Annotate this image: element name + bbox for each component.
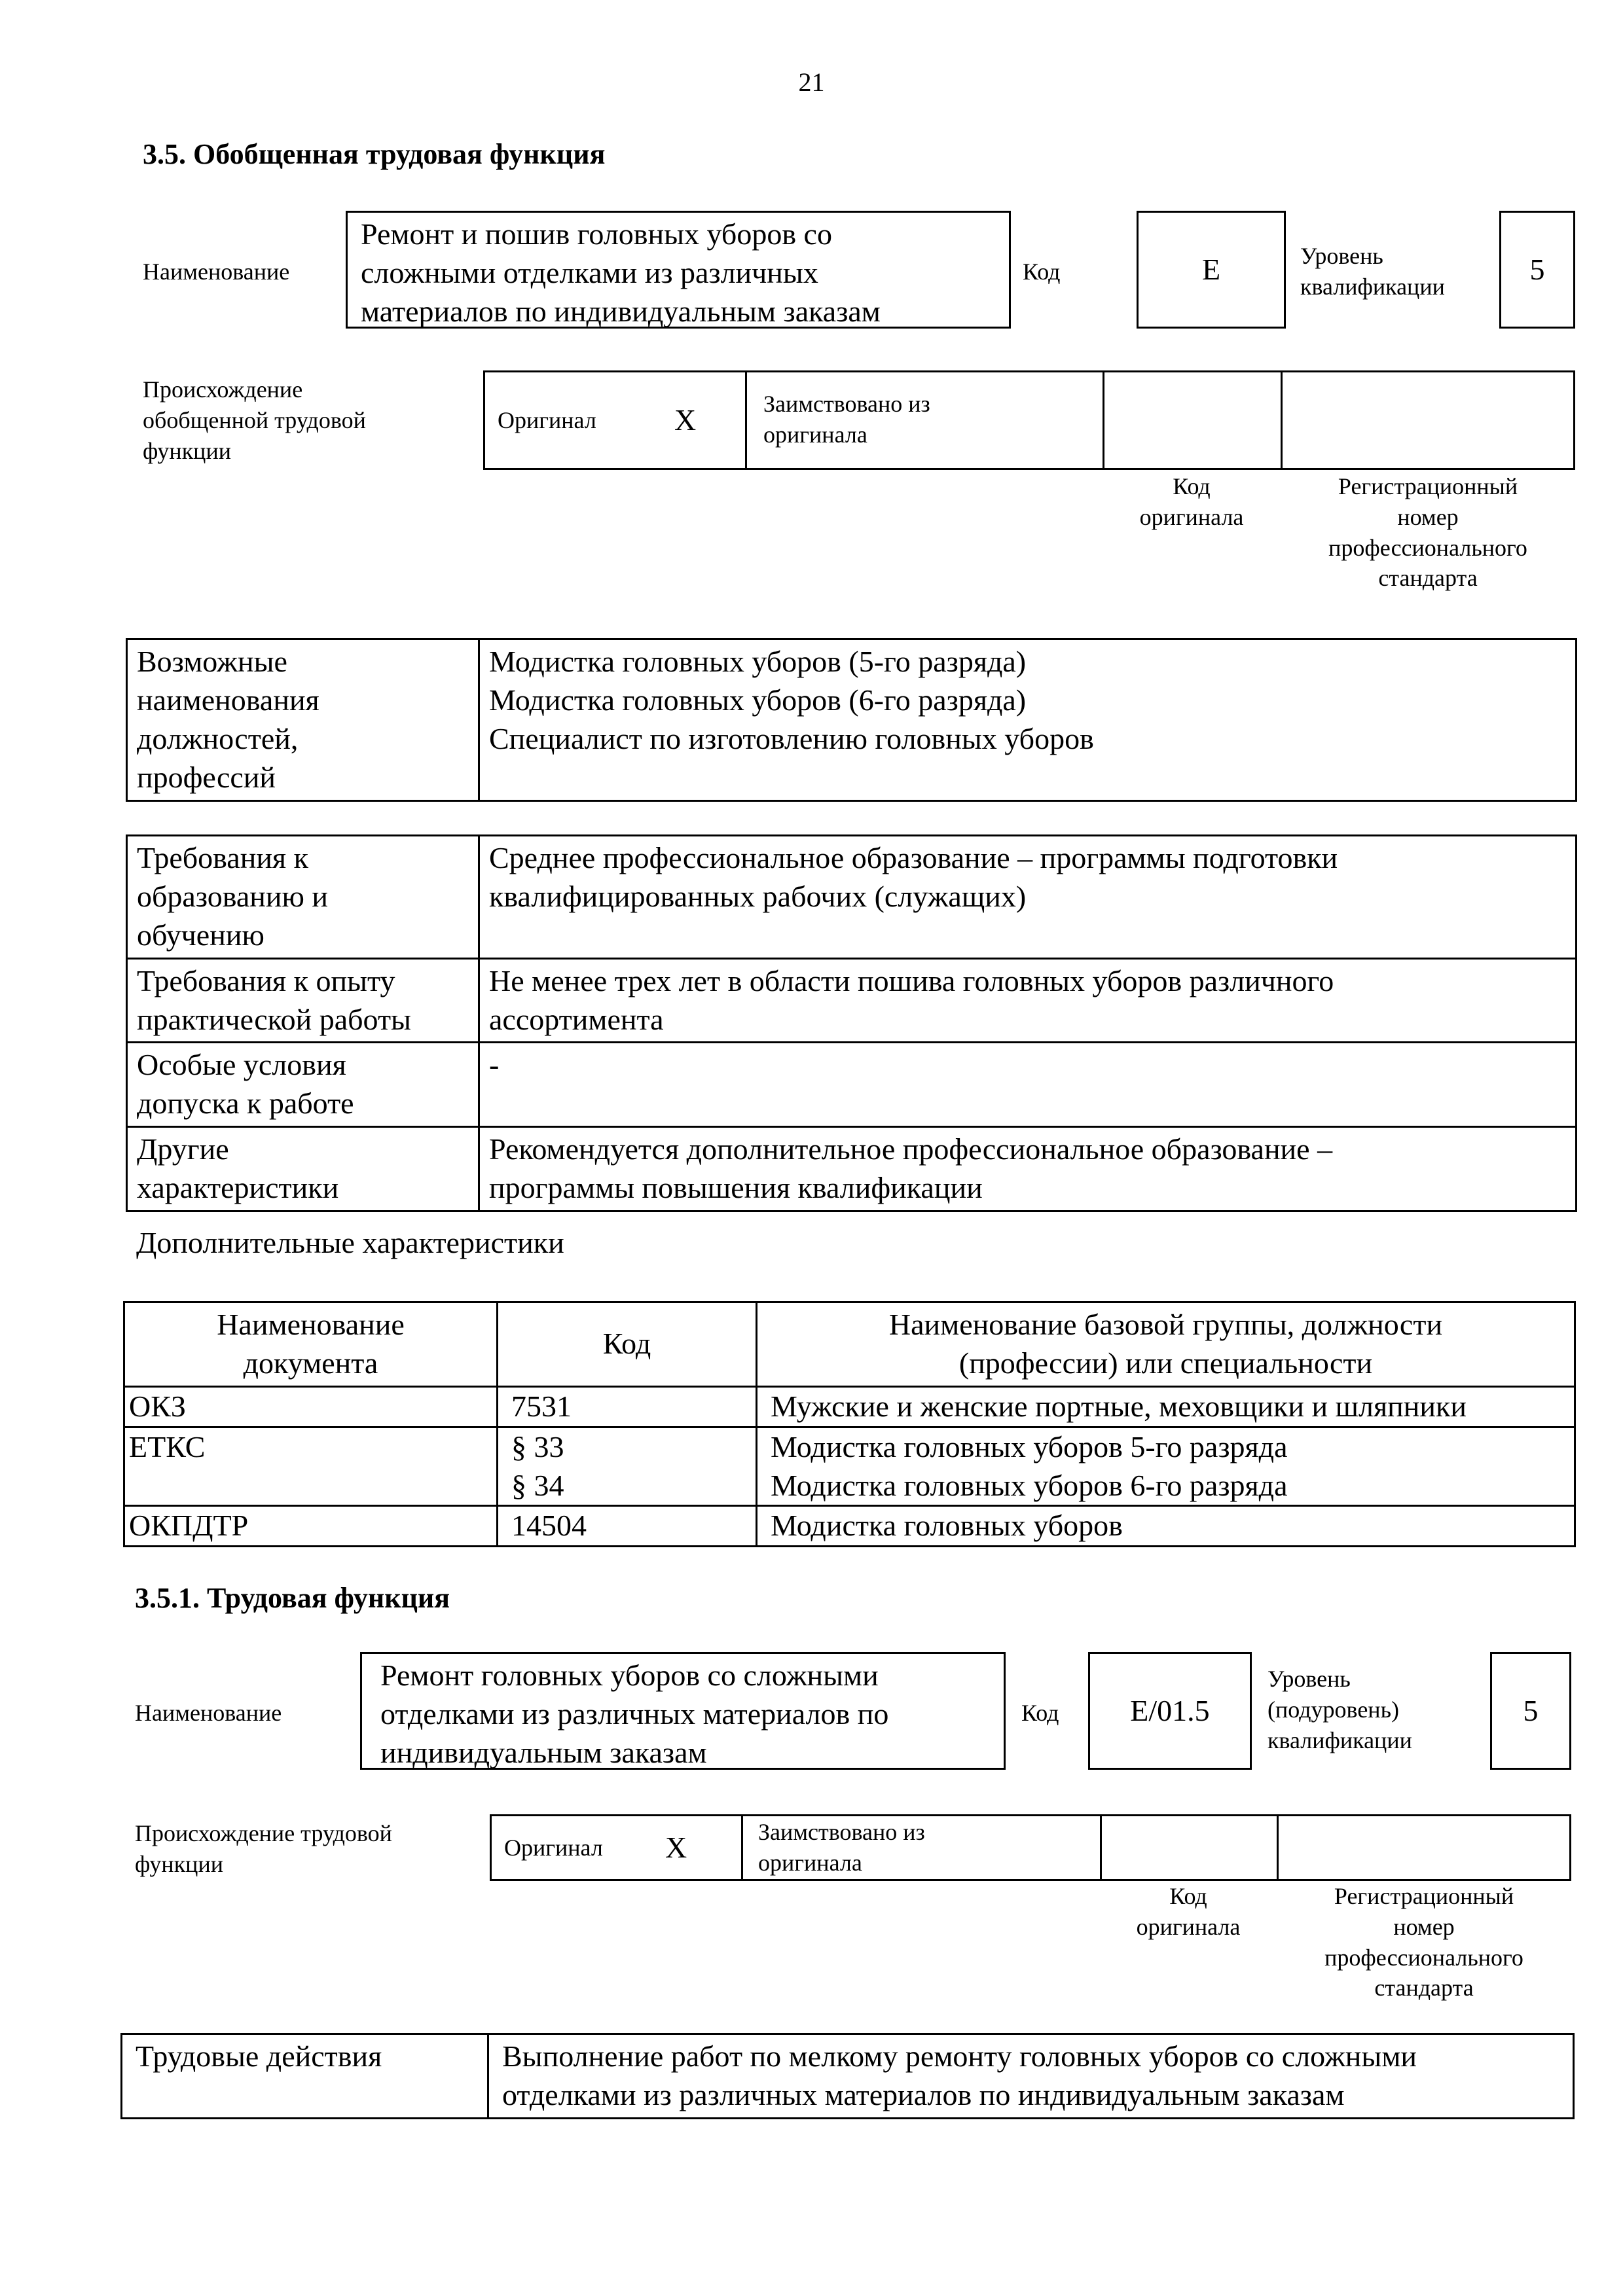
positions-table [126, 638, 1577, 802]
origin-label-line: функции [143, 437, 231, 464]
cell-line: Специалист по изготовлению головных уборов [489, 721, 1094, 755]
code-label: Код [1023, 259, 1061, 285]
requirement-value [479, 1043, 1577, 1127]
code-cell [498, 1386, 757, 1427]
caption-line: Регистрационный [1338, 473, 1518, 499]
function-name-line: сложными отделками из различных [361, 255, 818, 289]
function-name-line: Ремонт головных уборов со сложными [380, 1659, 879, 1692]
caption-line: номер [1397, 503, 1459, 530]
level-label [1267, 1664, 1412, 1755]
level-label-line: (подуровень) [1267, 1696, 1399, 1723]
cell-line: Рекомендуется дополнительное профессиональное образование – [489, 1132, 1333, 1166]
code-original-caption [1103, 471, 1281, 533]
origin-divider [1100, 1814, 1102, 1881]
cell-line: характеристики [137, 1171, 339, 1204]
requirements-table [126, 834, 1577, 1212]
code-value: E [1137, 211, 1286, 329]
caption-line: стандарта [1374, 1975, 1474, 2001]
cell-line: Мужские и женские портные, меховщики и шляпники [771, 1389, 1467, 1423]
code-value: E/01.5 [1088, 1652, 1252, 1770]
function-name-box [346, 211, 1011, 329]
section-heading: 3.5. Обобщенная трудовая функция [143, 138, 606, 170]
caption-line: Код [1173, 473, 1211, 499]
table-row [127, 958, 1577, 1043]
positions-value [479, 639, 1577, 801]
cell-line: Среднее профессиональное образование – программы подготовки [489, 841, 1338, 874]
borrowed-label-line: Заимствовано из [763, 391, 930, 417]
origin-label [135, 1818, 392, 1880]
reg-number-caption [1277, 1881, 1571, 2003]
cell-line: 14504 [511, 1509, 587, 1543]
origin-divider [745, 370, 747, 470]
actions-label: Трудовые действия [122, 2034, 488, 2119]
original-mark: X [674, 403, 697, 437]
code-cell [498, 1427, 757, 1506]
origin-label-line: обобщенной трудовой [143, 406, 366, 433]
cell-line: отделками из различных материалов по индивидуальным заказам [502, 2077, 1345, 2111]
cell-line: Модистка головных уборов 6-го разряда [771, 1468, 1288, 1502]
table-row [124, 1427, 1575, 1506]
cell-line: Модистка головных уборов (6-го разряда) [489, 683, 1027, 717]
cell-line: Другие [137, 1132, 229, 1166]
positions-label [127, 639, 479, 801]
table-row [127, 1043, 1577, 1127]
cell-line: Модистка головных уборов (5-го разряда) [489, 645, 1027, 678]
function-name-line: отделками из различных материалов по [380, 1696, 889, 1731]
caption-line: стандарта [1378, 565, 1478, 592]
code-cell [498, 1506, 757, 1547]
reg-number-caption [1281, 471, 1575, 594]
borrowed-label-line: Заимствовано из [758, 1819, 925, 1845]
origin-label-line: функции [135, 1850, 223, 1877]
original-label: Оригинал [498, 406, 596, 433]
requirement-value [479, 836, 1577, 959]
extra-heading: Дополнительные характеристики [136, 1226, 564, 1259]
cell-line: обучению [137, 918, 264, 952]
cell-line: Выполнение работ по мелкому ремонту головных уборов со сложными [502, 2039, 1417, 2073]
cell-line: должностей, [137, 721, 299, 755]
caption-line: Код [1169, 1883, 1207, 1909]
column-header [498, 1302, 757, 1387]
caption-line: номер [1393, 1913, 1455, 1940]
requirement-label [127, 1043, 479, 1127]
cell-line: Требования к [137, 841, 308, 874]
caption-line: оригинала [1139, 503, 1244, 530]
name-cell [757, 1506, 1575, 1547]
requirement-label [127, 958, 479, 1043]
cell-line: профессий [137, 760, 276, 794]
function-name-line: Ремонт и пошив головных уборов со [361, 217, 832, 251]
cell-line: образованию и [137, 879, 328, 913]
cell-line: наименования [137, 683, 319, 717]
cell-line: практической работы [137, 1002, 411, 1036]
cell-line: Возможные [137, 645, 287, 678]
column-header [124, 1302, 498, 1387]
origin-divider [1277, 1814, 1279, 1881]
level-label-line: квалификации [1267, 1727, 1412, 1753]
code-original-caption [1100, 1881, 1277, 1943]
extra-characteristics-table [123, 1301, 1576, 1547]
cell-line: - [489, 1048, 500, 1082]
origin-label-line: Происхождение [143, 376, 303, 403]
origin-table [490, 1814, 1571, 1881]
table-header-row [124, 1302, 1575, 1387]
table-row [127, 1127, 1577, 1211]
header-line: документа [243, 1346, 378, 1380]
borrowed-label-line: оригинала [763, 421, 867, 448]
name-cell [757, 1427, 1575, 1506]
table-row [127, 836, 1577, 959]
table-row [124, 1386, 1575, 1427]
subsection-heading: 3.5.1. Трудовая функция [135, 1582, 450, 1614]
cell-line: Не менее трех лет в области пошива головных уборов различного [489, 963, 1334, 997]
borrowed-label-line: оригинала [758, 1849, 862, 1876]
requirement-value [479, 958, 1577, 1043]
requirement-value [479, 1127, 1577, 1211]
name-cell [757, 1386, 1575, 1427]
level-value: 5 [1490, 1652, 1571, 1770]
borrowed-label [763, 389, 930, 450]
origin-label [143, 374, 366, 466]
cell-line: Особые условия [137, 1048, 346, 1082]
cell-line: Требования к опыту [137, 963, 395, 997]
origin-divider [1281, 370, 1283, 470]
doc-cell: ЕТКС [124, 1427, 498, 1506]
cell-line: Модистка головных уборов 5-го разряда [771, 1429, 1288, 1463]
doc-cell: ОКЗ [124, 1386, 498, 1427]
function-name-box [360, 1652, 1006, 1770]
level-label [1300, 241, 1445, 302]
function-name-line: индивидуальным заказам [380, 1735, 707, 1769]
name-label: Наименование [135, 1700, 282, 1726]
caption-line: Регистрационный [1334, 1883, 1514, 1909]
requirement-label [127, 1127, 479, 1211]
level-label-line: Уровень [1267, 1666, 1351, 1692]
header-line: Наименование [217, 1308, 405, 1341]
cell-line: § 33 [511, 1429, 564, 1463]
table-row [127, 639, 1577, 801]
level-label-line: квалификации [1300, 273, 1445, 300]
caption-line: профессионального [1324, 1944, 1523, 1971]
cell-line: Модистка головных уборов [771, 1509, 1123, 1543]
cell-line: § 34 [511, 1468, 564, 1502]
origin-divider [1103, 370, 1104, 470]
requirement-label [127, 836, 479, 959]
level-value: 5 [1499, 211, 1575, 329]
code-label: Код [1021, 1700, 1059, 1726]
table-row [122, 2034, 1574, 2119]
name-label: Наименование [143, 259, 290, 285]
page-number: 21 [798, 67, 825, 97]
level-label-line: Уровень [1300, 243, 1383, 269]
cell-line: ассортимента [489, 1002, 664, 1036]
cell-line: программы повышения квалификации [489, 1171, 983, 1204]
caption-line: профессионального [1328, 534, 1527, 561]
original-label: Оригинал [504, 1834, 603, 1861]
header-line: Код [602, 1327, 651, 1361]
origin-label-line: Происхождение трудовой [135, 1820, 392, 1846]
table-row [124, 1506, 1575, 1547]
cell-line: допуска к работе [137, 1086, 354, 1121]
original-mark: X [665, 1830, 687, 1864]
origin-table [483, 370, 1575, 470]
cell-line: 7531 [511, 1389, 572, 1423]
header-line: Наименование базовой группы, должности [888, 1308, 1443, 1341]
header-line: (профессии) или специальности [958, 1346, 1373, 1380]
actions-value [488, 2034, 1574, 2119]
origin-divider [741, 1814, 743, 1881]
borrowed-label [758, 1817, 925, 1878]
function-name-line: материалов по индивидуальным заказам [361, 294, 881, 328]
work-actions-table [120, 2033, 1575, 2119]
column-header [757, 1302, 1575, 1387]
doc-cell: ОКПДТР [124, 1506, 498, 1547]
caption-line: оригинала [1136, 1913, 1241, 1940]
cell-line: квалифицированных рабочих (служащих) [489, 879, 1027, 913]
